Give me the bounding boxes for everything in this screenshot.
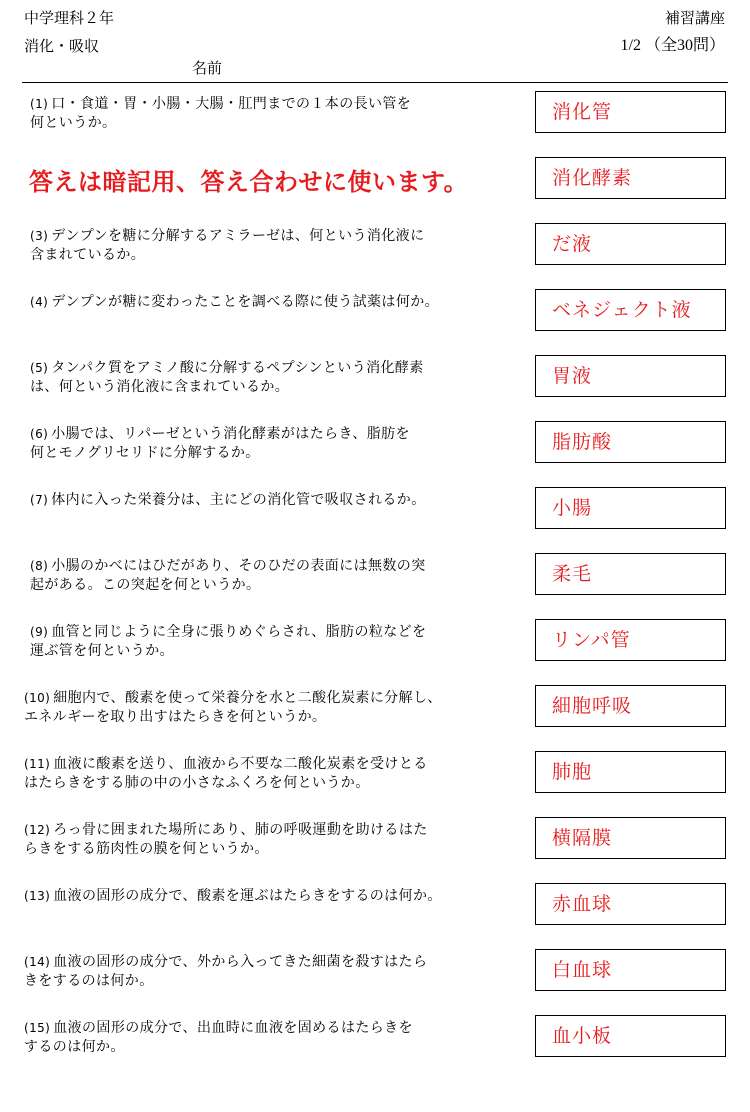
answer-text: 横隔膜: [552, 827, 613, 849]
question-row-1: [0, 91, 750, 151]
question-row-7: [0, 487, 750, 547]
question-text: 小腸では、リパーゼという消化酵素がはたらき、脂肪を 何とモノグリセリドに分解するか。: [30, 426, 410, 461]
question-row-9: [0, 619, 750, 679]
question-row-10: [0, 685, 750, 745]
question-text-block: [30, 425, 530, 463]
question-text: 小腸のかべにはひだがあり、そのひだの表面には無数の突 起がある。この突起を何というか。: [30, 558, 426, 593]
question-text-block: [30, 491, 530, 510]
question-row-2: [0, 157, 750, 217]
question-text: 口・食道・胃・小腸・大腸・肛門までの１本の長い管を 何というか。: [30, 96, 412, 131]
answer-box: [535, 685, 726, 727]
answer-text: 消化酵素: [552, 167, 633, 189]
question-number: (1): [30, 97, 49, 111]
question-number: (10): [24, 691, 51, 705]
answer-box: [535, 883, 726, 925]
answer-text: 肺胞: [552, 761, 593, 783]
question-number: (8): [30, 559, 49, 573]
question-text: 血液の固形の成分で、酸素を運ぶはたらきをするのは何か。: [53, 888, 442, 904]
question-text-block: [24, 821, 524, 859]
question-number: (11): [24, 757, 51, 771]
answer-box: [535, 1015, 726, 1057]
answer-text: 胃液: [552, 365, 593, 387]
question-row-14: [0, 949, 750, 1009]
answer-text: 赤血球: [552, 893, 613, 915]
question-row-11: [0, 751, 750, 811]
question-text-block: [24, 953, 524, 991]
question-number: (6): [30, 427, 49, 441]
question-text-block: [24, 689, 524, 727]
answer-box: [535, 157, 726, 199]
question-number: (15): [24, 1021, 51, 1035]
question-text-block: [30, 95, 530, 133]
unit-title: 消化・吸収: [24, 37, 100, 55]
name-label: 名前: [192, 59, 223, 77]
answer-text: 柔毛: [552, 563, 593, 585]
answer-text: リンパ管: [552, 629, 631, 651]
question-number: (4): [30, 295, 49, 309]
answer-text: 血小板: [552, 1025, 613, 1047]
question-text-block: [30, 359, 530, 397]
subject-label: 中学理科２年: [24, 9, 115, 27]
answer-usage-notice: 答えは暗記用、答え合わせに使います。: [29, 168, 469, 196]
answer-box: [535, 553, 726, 595]
answer-text: 小腸: [552, 497, 593, 519]
question-text-block: [30, 557, 530, 595]
question-text: デンプンを糖に分解するアミラーゼは、何という消化液に 含まれているか。: [30, 228, 425, 263]
header-divider: [22, 82, 728, 83]
question-number: (13): [24, 889, 51, 903]
question-text: 体内に入った栄養分は、主にどの消化管で吸収されるか。: [51, 492, 426, 508]
question-text: タンパク質をアミノ酸に分解するペプシンという消化酵素 は、何という消化液に含まれているか。: [30, 360, 424, 395]
question-text: 細胞内で、酸素を使って栄養分を水と二酸化炭素に分解し、 エネルギーを取り出すはたらきを何というか。: [24, 690, 442, 725]
question-text-block: [30, 293, 530, 312]
question-number: (7): [30, 493, 49, 507]
question-row-8: [0, 553, 750, 613]
answer-box: [535, 223, 726, 265]
course-label: 補習講座: [664, 9, 725, 27]
question-row-13: [0, 883, 750, 943]
answer-box: [535, 355, 726, 397]
answer-text: 白血球: [552, 959, 613, 981]
question-number: (14): [24, 955, 51, 969]
answer-box: [535, 289, 726, 331]
question-number: (12): [24, 823, 51, 837]
question-row-5: [0, 355, 750, 415]
answer-text: 脂肪酸: [552, 431, 613, 453]
question-row-6: [0, 421, 750, 481]
question-number: (5): [30, 361, 49, 375]
question-row-12: [0, 817, 750, 877]
answer-box: [535, 487, 726, 529]
question-text-block: [30, 623, 530, 661]
question-number: (3): [30, 229, 49, 243]
question-text-block: [30, 227, 530, 265]
question-text: デンプンが糖に変わったことを調べる際に使う試薬は何か。: [51, 294, 440, 310]
answer-box: [535, 817, 726, 859]
question-text: 血液の固形の成分で、外から入ってきた細菌を殺すはたら きをするのは何か。: [24, 954, 428, 989]
answer-box: [535, 949, 726, 991]
question-text-block: [24, 1019, 524, 1057]
answer-box: [535, 91, 726, 133]
question-row-15: [0, 1015, 750, 1075]
answer-text: 消化管: [552, 101, 613, 123]
answer-box: [535, 619, 726, 661]
question-text: 血管と同じように全身に張りめぐらされ、脂肪の粒などを 運ぶ管を何というか。: [30, 624, 427, 659]
answer-box: [535, 421, 726, 463]
question-number: (9): [30, 625, 49, 639]
answer-text: だ液: [552, 233, 593, 255]
question-text-block: [24, 887, 524, 906]
answer-text: 細胞呼吸: [552, 695, 633, 717]
question-row-4: [0, 289, 750, 349]
question-text-block: [24, 755, 524, 793]
question-text: ろっ骨に囲まれた場所にあり、肺の呼吸運動を助けるはた らきをする筋肉性の膜を何というか。: [24, 822, 428, 857]
question-text: 血液の固形の成分で、出血時に血液を固めるはたらきを するのは何か。: [24, 1020, 413, 1055]
question-row-3: [0, 223, 750, 283]
question-text: 血液に酸素を送り、血液から不要な二酸化炭素を受けとる はたらきをする肺の中の小さなふくろを何というか。: [24, 756, 428, 791]
answer-text: ベネジェクト液: [552, 299, 692, 321]
page-info: 1/2 （全30問）: [620, 37, 725, 54]
answer-box: [535, 751, 726, 793]
